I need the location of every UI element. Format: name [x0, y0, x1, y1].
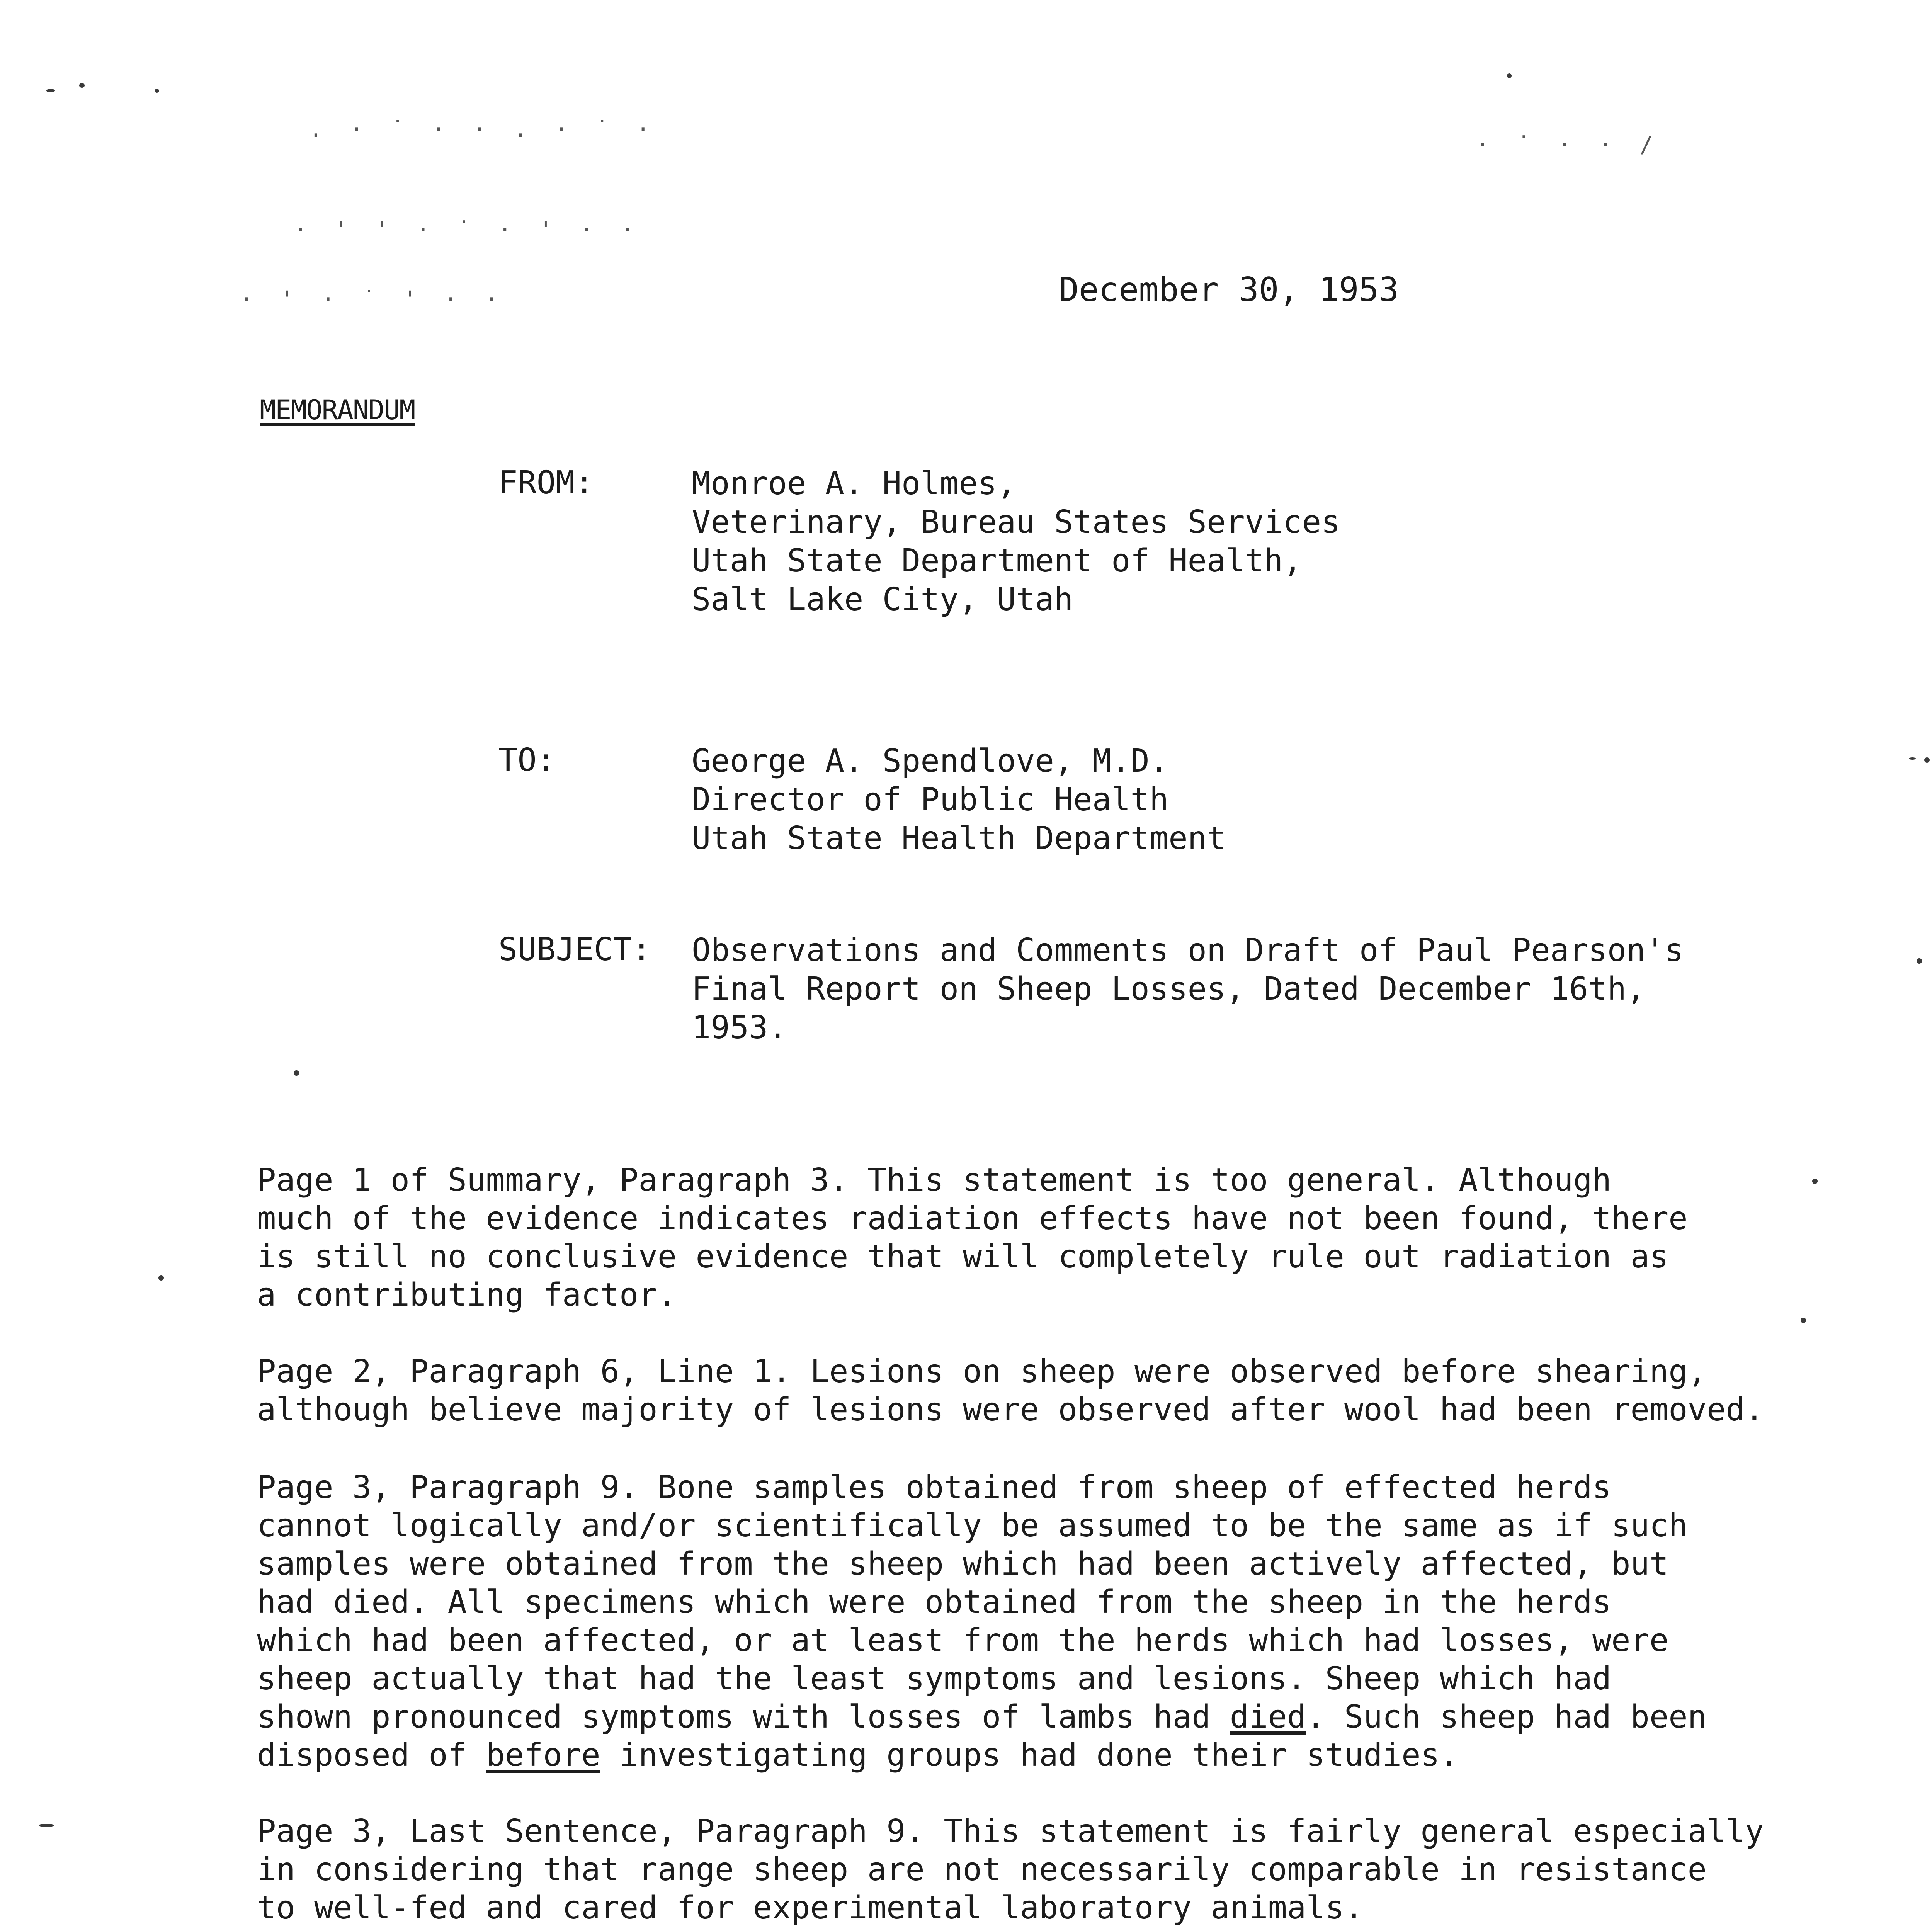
paragraph-line: to well-fed and cared for experimental laboratory animals.	[257, 1889, 1364, 1926]
paragraph-line: Page 2, Paragraph 6, Line 1. Lesions on sheep were observed before shearing,	[257, 1353, 1707, 1390]
text-run: . Such sheep had been	[1306, 1699, 1707, 1735]
speck	[79, 83, 85, 88]
comment-paragraph	[257, 1352, 1861, 1429]
copy-artifact: · ' · ˙ ' · ·	[240, 286, 505, 312]
paragraph-line	[257, 1698, 1861, 1736]
paragraph-line: cannot logically and/or scientifically be assumed to be the same as if such	[257, 1507, 1688, 1544]
paragraph-line: sheep actually that had the least symptoms and lesions. Sheep which had	[257, 1660, 1612, 1697]
to-line: Utah State Health Department	[692, 820, 1226, 857]
paragraph-line: samples were obtained from the sheep which had been actively affected, but	[257, 1546, 1669, 1582]
from-block	[692, 464, 1340, 619]
text-run: investigating groups had done their studies.	[600, 1737, 1459, 1774]
copy-artifact: · ˙ · · /	[1476, 131, 1660, 158]
to-line: George A. Spendlove, M.D.	[692, 743, 1169, 779]
memo-date: December 30, 1953	[1059, 270, 1399, 309]
copy-artifact: . · ˙ · · . · ˙ ·	[309, 116, 657, 142]
paragraph-line: Page 3, Last Sentence, Paragraph 9. This statement is fairly general especially	[257, 1813, 1764, 1850]
paragraph-line: a contributing factor.	[257, 1277, 677, 1313]
paragraph-line: although believe majority of lesions were observed after wool had been removed.	[257, 1391, 1764, 1428]
paragraph-line: Page 1 of Summary, Paragraph 3. This statement is too general. Although	[257, 1162, 1612, 1199]
from-label: FROM:	[498, 464, 594, 501]
paragraph-line: which had been affected, or at least from the herds which had losses, were	[257, 1622, 1669, 1659]
paragraph-line	[257, 1736, 1861, 1774]
comment-paragraph	[257, 1161, 1861, 1314]
comment-paragraph	[257, 1468, 1861, 1774]
paragraph-line: had died. All specimens which were obtained from the sheep in the herds	[257, 1584, 1612, 1621]
speck	[294, 1070, 299, 1076]
text-run: shown pronounced symptoms with losses of lambs had	[257, 1699, 1230, 1735]
subject-line: Observations and Comments on Draft of Paul Pearson's	[692, 932, 1684, 969]
paragraph-line: in considering that range sheep are not necessarily comparable in resistance	[257, 1851, 1707, 1888]
subject-line: Final Report on Sheep Losses, Dated December 16th,	[692, 971, 1646, 1007]
speck	[39, 1824, 54, 1827]
from-line: Monroe A. Holmes,	[692, 465, 1016, 502]
from-line: Salt Lake City, Utah	[692, 581, 1073, 618]
paragraph-line: much of the evidence indicates radiation effects have not been found, there	[257, 1200, 1688, 1237]
subject-label: SUBJECT:	[498, 931, 651, 968]
from-line: Utah State Department of Health,	[692, 543, 1302, 579]
speck	[1917, 958, 1922, 964]
underlined-word: before	[486, 1737, 600, 1774]
subject-line: 1953.	[692, 1009, 787, 1046]
to-block	[692, 742, 1226, 858]
copy-artifact: · ' ' · ˙ · ' · ·	[294, 216, 641, 243]
speck	[1909, 757, 1916, 760]
speck	[155, 89, 159, 93]
subject-block	[692, 931, 1684, 1047]
underlined-word: died	[1230, 1699, 1306, 1735]
speck	[1507, 73, 1512, 78]
speck	[158, 1275, 164, 1281]
paragraph-line: Page 3, Paragraph 9. Bone samples obtained from sheep of effected herds	[257, 1469, 1612, 1506]
speck	[46, 89, 55, 92]
to-line: Director of Public Health	[692, 781, 1169, 818]
memo-heading: MEMORANDUM	[260, 394, 415, 426]
comment-paragraph	[257, 1812, 1861, 1927]
from-line: Veterinary, Bureau States Services	[692, 504, 1340, 541]
paragraph-line: is still no conclusive evidence that will completely rule out radiation as	[257, 1238, 1669, 1275]
to-label: TO:	[498, 742, 556, 779]
speck	[1924, 757, 1930, 763]
speck	[1801, 1318, 1806, 1323]
text-run: disposed of	[257, 1737, 486, 1774]
